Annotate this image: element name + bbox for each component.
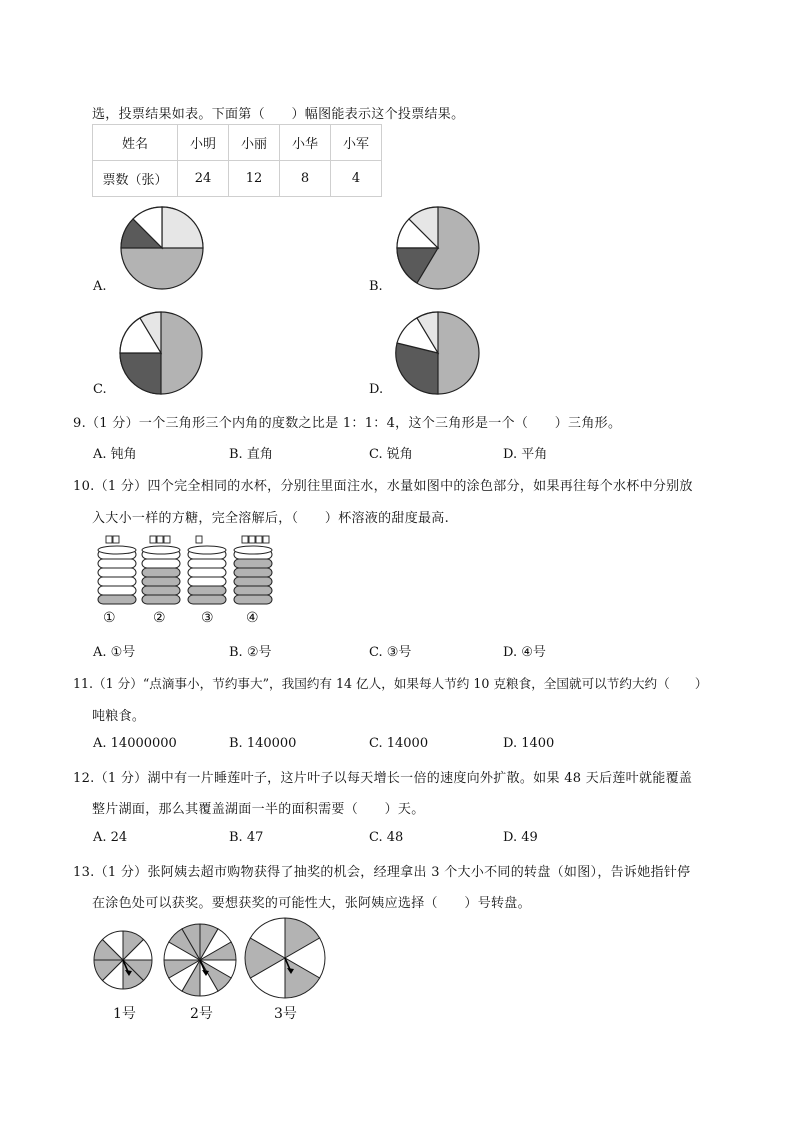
- q10-option-c[interactable]: C. ③号: [369, 645, 412, 660]
- q10-stem-line1: 10.（1 分）四个完全相同的水杯，分别往里面注水，水量如图中的涂色部分，如果再往每个水杯中分别放: [73, 479, 693, 494]
- q13-stem-line1: 13.（1 分）张阿姨去超市购物获得了抽奖的机会，经理拿出 3 个大小不同的转盘（如图），告诉她指针停: [73, 865, 691, 880]
- cup-4: [234, 536, 272, 604]
- spinner-label-2: 2号: [190, 1006, 213, 1022]
- cup-label-1: ①: [103, 610, 116, 626]
- q12-option-d[interactable]: D. 49: [503, 830, 538, 845]
- table-cell: 24: [178, 161, 229, 197]
- q12-stem-line2: 整片湖面，那么其覆盖湖面一半的面积需要（ ）天。: [92, 802, 425, 817]
- cup-label-3: ③: [201, 610, 214, 626]
- table-header-cell: 小军: [331, 125, 382, 161]
- table-row-label: 票数（张）: [93, 161, 178, 197]
- cup-label-4: ④: [246, 610, 259, 626]
- table-header-cell: 小明: [178, 125, 229, 161]
- q9-option-a[interactable]: A. 钝角: [93, 447, 137, 462]
- q9-option-c[interactable]: C. 锐角: [369, 447, 413, 462]
- q9-option-d[interactable]: D. 平角: [503, 447, 548, 462]
- spinner-label-1: 1号: [113, 1006, 136, 1022]
- q10-option-d[interactable]: D. ④号: [503, 645, 546, 660]
- q11-option-d[interactable]: D. 1400: [503, 736, 555, 751]
- pie-chart-b: [395, 205, 481, 291]
- pie-chart-a: [119, 205, 205, 291]
- q9-option-b[interactable]: B. 直角: [229, 447, 273, 462]
- pie-chart-d: [395, 310, 481, 396]
- q11-option-a[interactable]: A. 14000000: [93, 736, 177, 751]
- spinner-label-3: 3号: [274, 1006, 297, 1022]
- q13-stem-line2: 在涂色处可以获奖。要想获奖的可能性大，张阿姨应选择（ ）号转盘。: [92, 896, 531, 911]
- q11-stem-line2: 吨粮食。: [92, 709, 146, 724]
- q12-option-b[interactable]: B. 47: [229, 830, 264, 845]
- table-header-cell: 小华: [280, 125, 331, 161]
- table-cell: 12: [229, 161, 280, 197]
- q12-option-c[interactable]: C. 48: [369, 830, 404, 845]
- cup-label-2: ②: [153, 610, 166, 626]
- cup-3: [188, 536, 226, 604]
- q8-stem: 选，投票结果如表。下面第（ ）幅图能表示这个投票结果。: [92, 107, 465, 122]
- table-row: [93, 161, 382, 197]
- vote-table: [92, 124, 382, 197]
- q12-stem-line1: 12.（1 分）湖中有一片睡莲叶子，这片叶子以每天增长一倍的速度向外扩散。如果 48 天后莲叶就能覆盖: [73, 771, 693, 786]
- option-a-label[interactable]: A.: [93, 279, 107, 294]
- cup-2: [142, 536, 180, 604]
- cup-1: [98, 536, 136, 604]
- table-cell: 8: [280, 161, 331, 197]
- spinner-1: [94, 931, 152, 989]
- option-c-label[interactable]: C.: [93, 382, 107, 397]
- q9-stem: 9.（1 分）一个三角形三个内角的度数之比是 1：1：4，这个三角形是一个（ ）三角形。: [73, 416, 622, 431]
- q11-option-b[interactable]: B. 140000: [229, 736, 297, 751]
- option-b-label[interactable]: B.: [369, 279, 383, 294]
- table-row: [93, 125, 382, 161]
- q10-option-a[interactable]: A. ①号: [93, 645, 136, 660]
- q12-option-a[interactable]: A. 24: [93, 830, 128, 845]
- option-d-label[interactable]: D.: [369, 382, 384, 397]
- spinner-2: [164, 924, 236, 996]
- water-cups-figure: [92, 536, 292, 608]
- q10-option-b[interactable]: B. ②号: [229, 645, 272, 660]
- q10-stem-line2: 入大小一样的方糖，完全溶解后，（ ）杯溶液的甜度最高.: [92, 511, 450, 526]
- table-header-cell: 小丽: [229, 125, 280, 161]
- q11-stem-line1: 11.（1 分）“点滴事小，节约事大”，我国约有 14 亿人，如果每人节约 10 克粮食，全国就可以节约大约（ ）: [73, 676, 708, 691]
- table-header-cell: 姓名: [93, 125, 178, 161]
- pie-chart-c: [118, 310, 204, 396]
- spinners-figure: [92, 918, 332, 998]
- spinner-3: [245, 918, 325, 998]
- q11-option-c[interactable]: C. 14000: [369, 736, 429, 751]
- table-cell: 4: [331, 161, 382, 197]
